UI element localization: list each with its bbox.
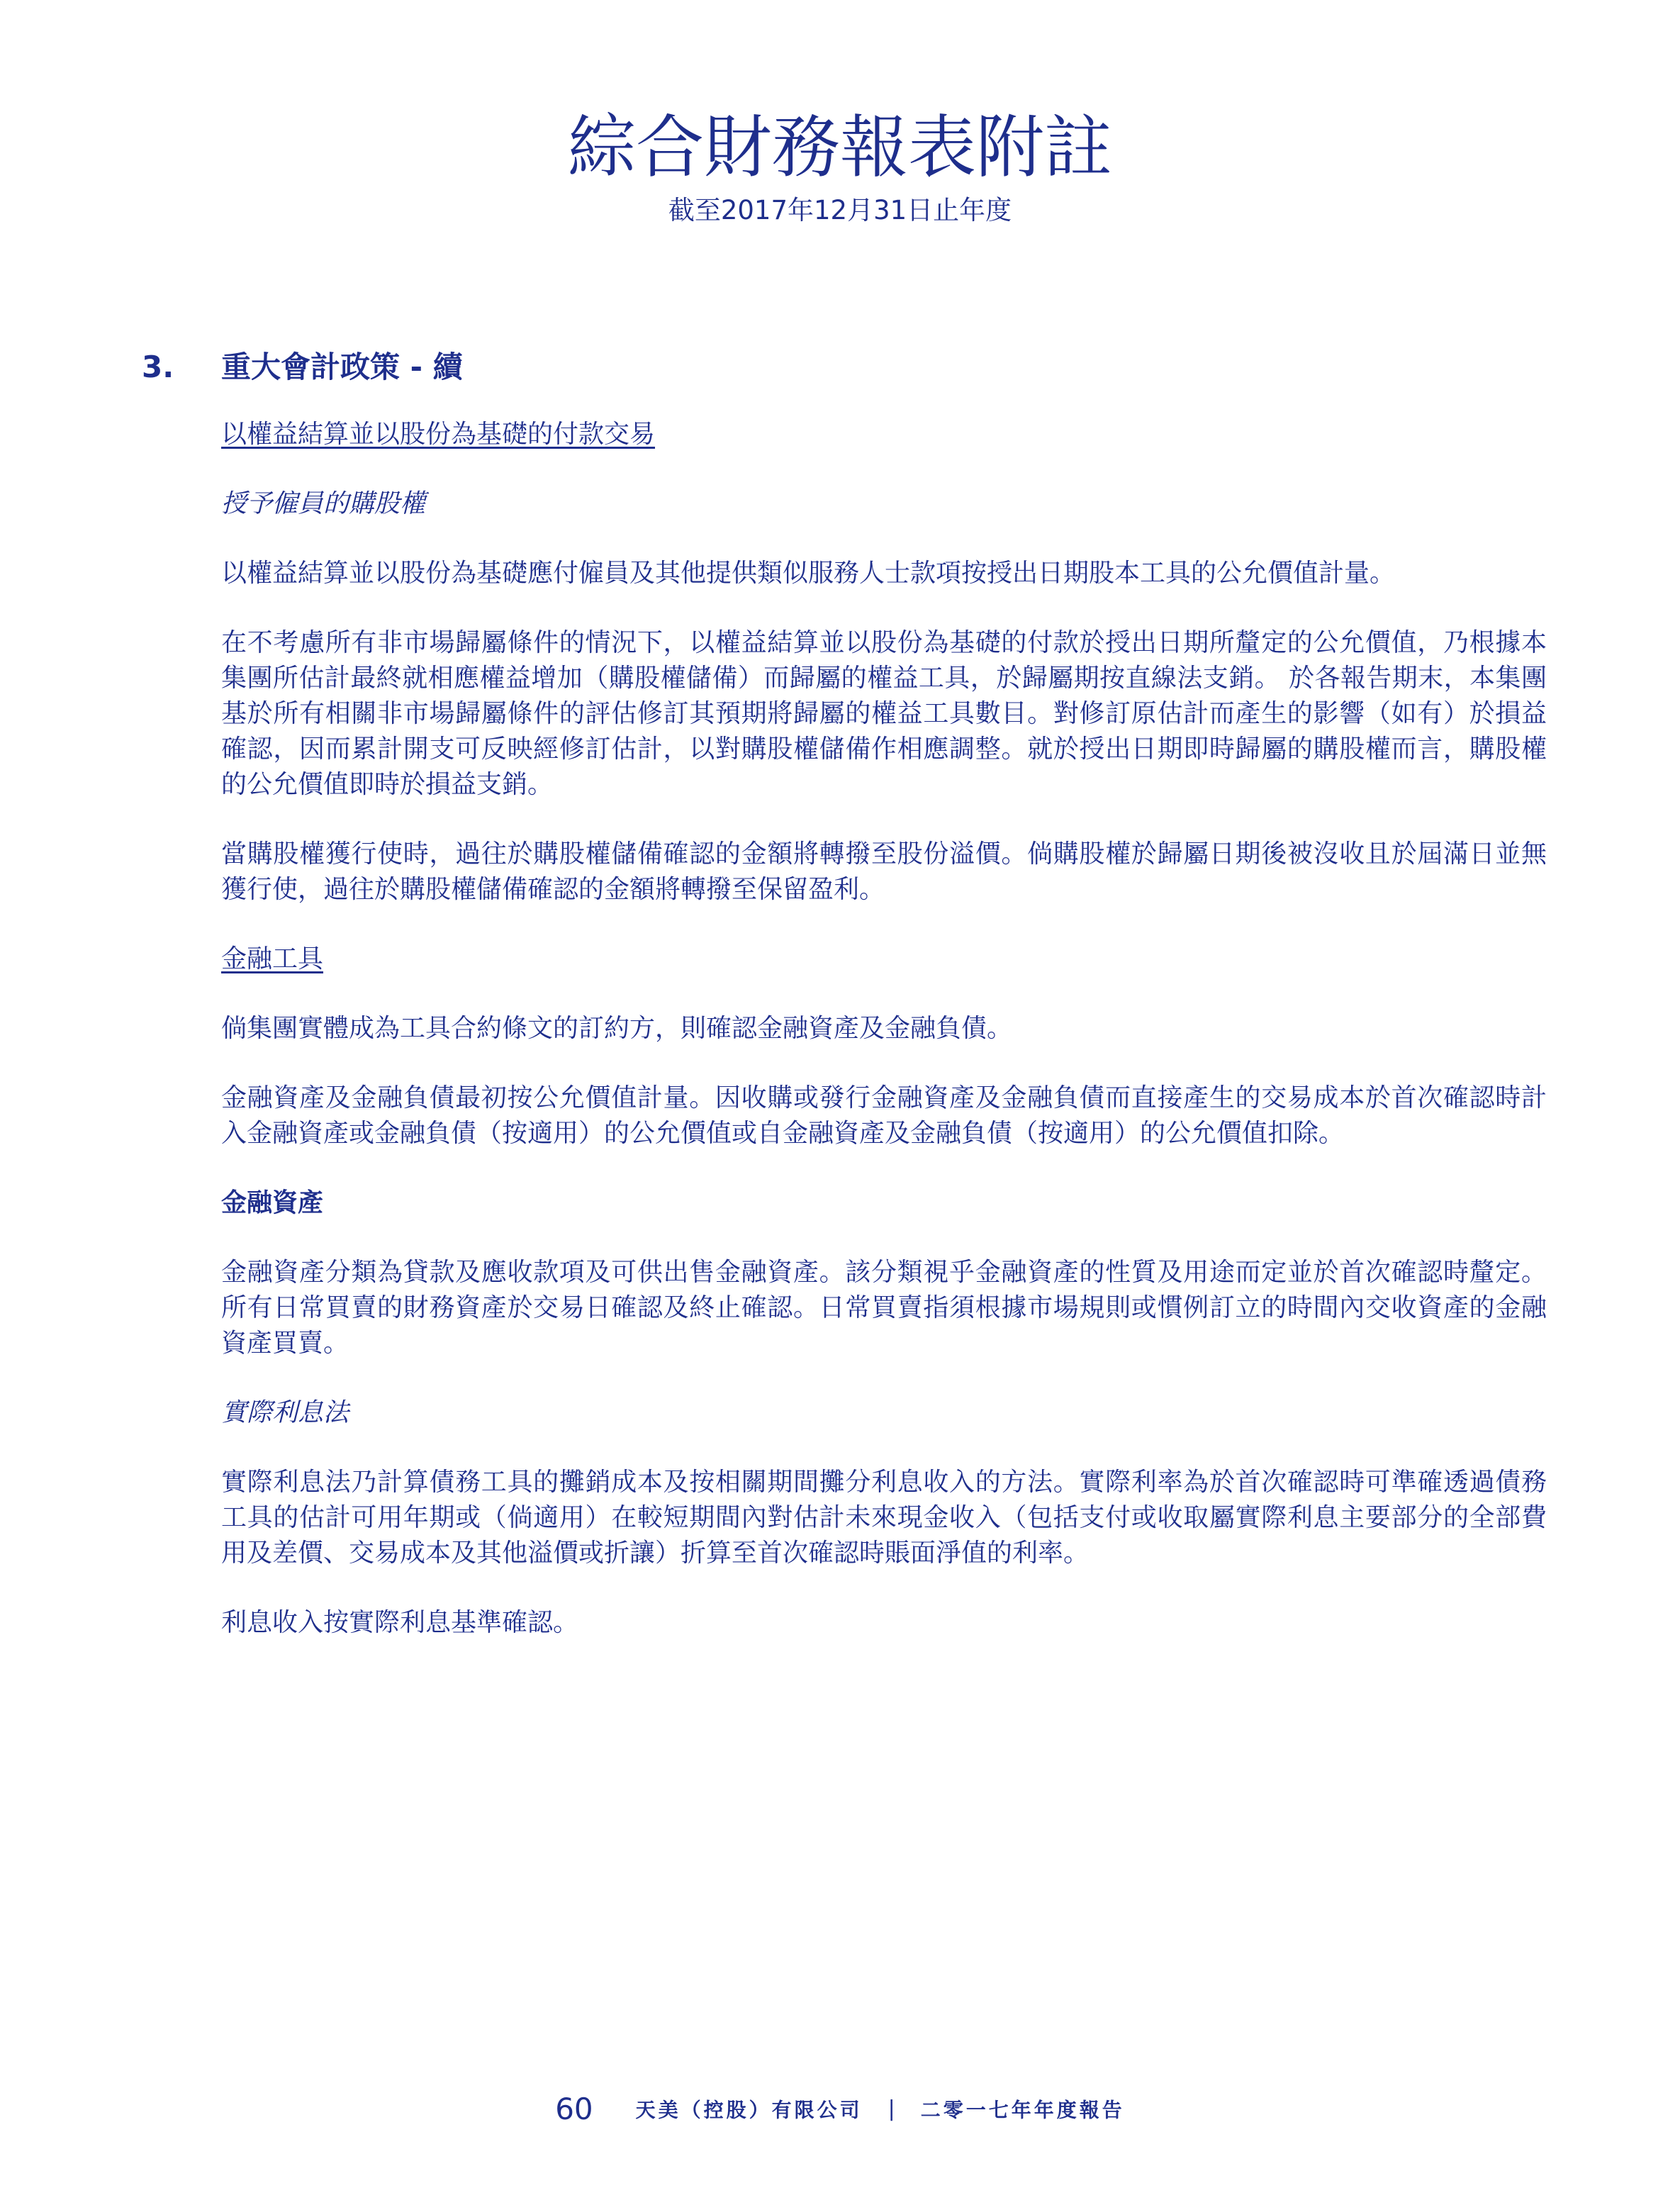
paragraph-recognition: 倘集團實體成為工具合約條文的訂約方，則確認金融資產及金融負債。: [221, 1014, 1013, 1043]
section-title: 重大會計政策 - 續: [221, 350, 463, 384]
page-subtitle: 截至2017年12月31日止年度: [668, 195, 1012, 225]
section-number: 3.: [142, 350, 174, 384]
paragraph-classification: 金融資產分類為貸款及應收款項及可供出售金融資產。該分類視乎金融資產的性質及用途而定並於首次確認時釐定。所有日常買賣的財務資產於交易日確認及終止確認。日常買賣指須根據市場規則或慣例訂立的時間內交收資產的金融資產買賣。: [221, 1258, 1547, 1358]
heading-financial-assets: 金融資產: [221, 1188, 324, 1217]
paragraph-vesting: 在不考慮所有非市場歸屬條件的情況下，以權益結算並以股份為基礎的付款於授出日期所釐定的公允價值，乃根據本集團所估計最終就相應權益增加（購股權儲備）而歸屬的權益工具，於歸屬期按直線法支銷。 於各報告期末，本集團基於所有相關非市場歸屬條件的評估修訂其預期將歸屬的權益工具數目。對修訂原估計而產生的影響（如有）於損益確認，因而累計開支可反映經修訂估計，以對購股權儲備作相應調整。就於授出日期即時歸屬的購股權而言，購股權的公允價值即時於損益支銷。: [221, 628, 1547, 799]
notes-body: [221, 417, 1547, 1675]
heading-share-based-payment: 以權益結算並以股份為基礎的付款交易: [221, 420, 656, 449]
page-footer: [0, 2092, 1680, 2126]
report-name: 二零一七年年度報告: [920, 2098, 1125, 2122]
company-name: 天美（控股）有限公司: [635, 2098, 863, 2122]
heading-financial-instruments: 金融工具: [221, 944, 324, 973]
footer-separator: |: [887, 2097, 895, 2121]
page-title: 綜合財務報表附註: [568, 108, 1112, 187]
paragraph-exercise: 當購股權獲行使時，過往於購股權儲備確認的金額將轉撥至股份溢價。倘購股權於歸屬日期後被沒收且於屆滿日並無獲行使，過往於購股權儲備確認的金額將轉撥至保留盈利。: [221, 839, 1547, 904]
paragraph-measurement: 以權益結算並以股份為基礎應付僱員及其他提供類似服務人士款項按授出日期股本工具的公允價值計量。: [221, 559, 1396, 588]
paragraph-interest-income: 利息收入按實際利息基準確認。: [221, 1608, 579, 1637]
paragraph-initial-measurement: 金融資產及金融負債最初按公允價值計量。因收購或發行金融資產及金融負債而直接產生的交易成本於首次確認時計入金融資產或金融負債（按適用）的公允價值或自金融資產及金融負債（按適用）的公允價值扣除。: [221, 1083, 1547, 1148]
section-heading: [142, 347, 463, 387]
page-number: 60: [555, 2092, 593, 2126]
heading-effective-interest: 實際利息法: [221, 1398, 349, 1427]
heading-share-options: 授予僱員的購股權: [221, 489, 426, 518]
paragraph-effective-interest: 實際利息法乃計算債務工具的攤銷成本及按相關期間攤分利息收入的方法。實際利率為於首次確認時可準確透過債務工具的估計可用年期或（倘適用）在較短期間內對估計未來現金收入（包括支付或收取屬實際利息主要部分的全部費用及差價、交易成本及其他溢價或折讓）折算至首次確認時賬面淨值的利率。: [221, 1468, 1547, 1568]
